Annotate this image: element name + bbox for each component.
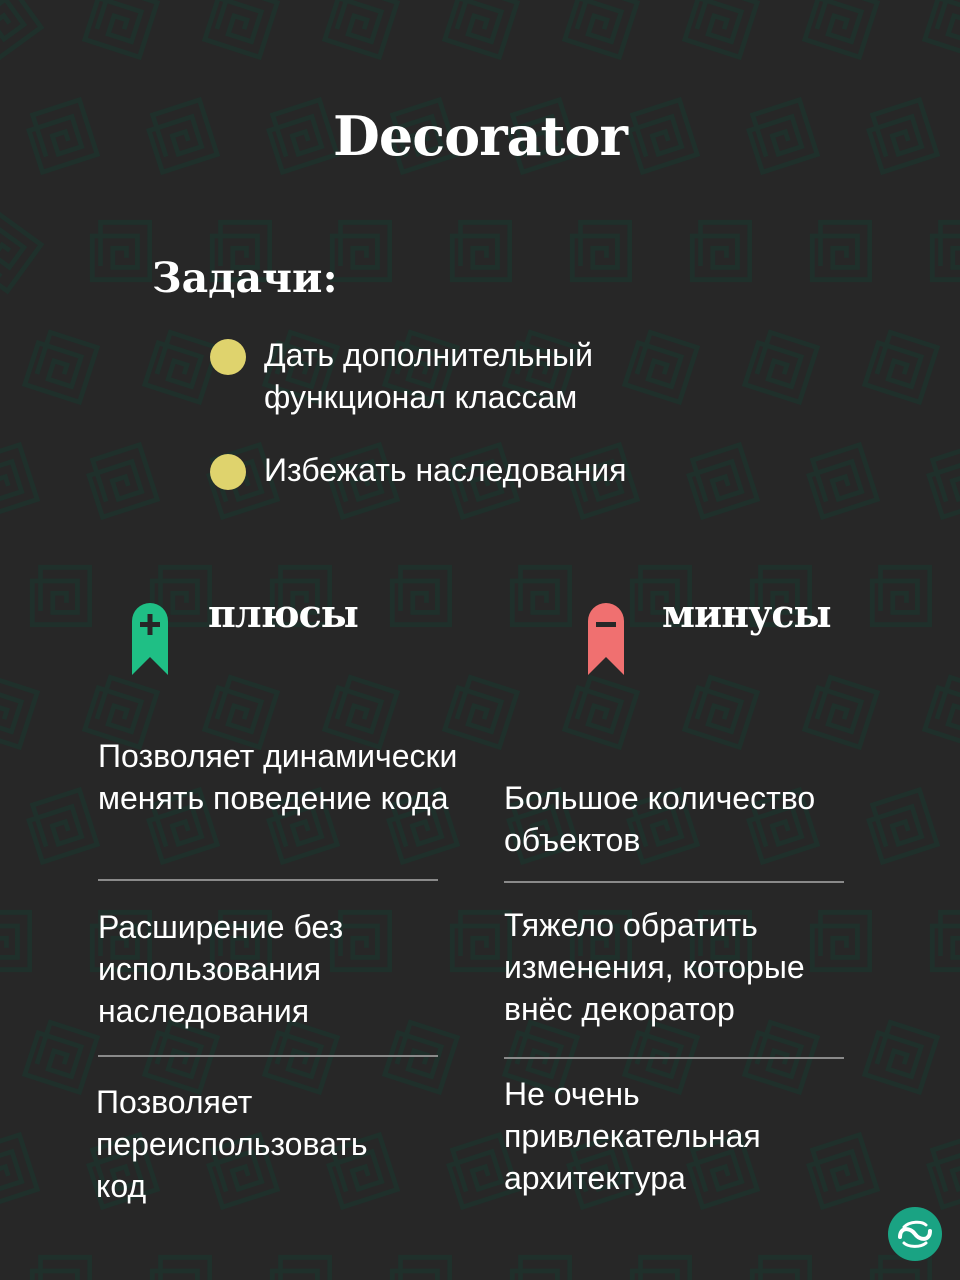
pros-heading: плюсы bbox=[208, 591, 358, 636]
cons-item: Тяжело обратить изменения, которые внёс декоратор bbox=[504, 907, 805, 1027]
bullet-dot-icon bbox=[210, 339, 246, 375]
plus-bookmark-icon bbox=[132, 603, 168, 675]
divider bbox=[504, 881, 844, 883]
pros-item: Расширение без использования наследования bbox=[98, 909, 344, 1029]
divider bbox=[98, 1055, 438, 1057]
task-text: Избежать наследования bbox=[264, 452, 627, 488]
pros-item: Позволяет переиспользовать код bbox=[96, 1084, 368, 1204]
pros-item: Позволяет динамически менять поведение кода bbox=[98, 738, 458, 816]
cons-heading: минусы bbox=[662, 591, 831, 636]
tasks-heading: Задачи: bbox=[152, 254, 338, 302]
task-text: Дать дополнительный функционал классам bbox=[264, 337, 594, 415]
bullet-dot-icon bbox=[210, 454, 246, 490]
minus-bookmark-icon bbox=[588, 603, 624, 675]
page-title: Decorator bbox=[333, 104, 627, 168]
cons-item: Большое количество объектов bbox=[504, 780, 816, 858]
cons-item: Не очень привлекательная архитектура bbox=[504, 1076, 761, 1196]
task-item bbox=[210, 449, 744, 491]
divider bbox=[504, 1057, 844, 1059]
brand-logo-icon[interactable] bbox=[888, 1207, 942, 1261]
divider bbox=[98, 879, 438, 881]
task-item bbox=[210, 334, 664, 418]
